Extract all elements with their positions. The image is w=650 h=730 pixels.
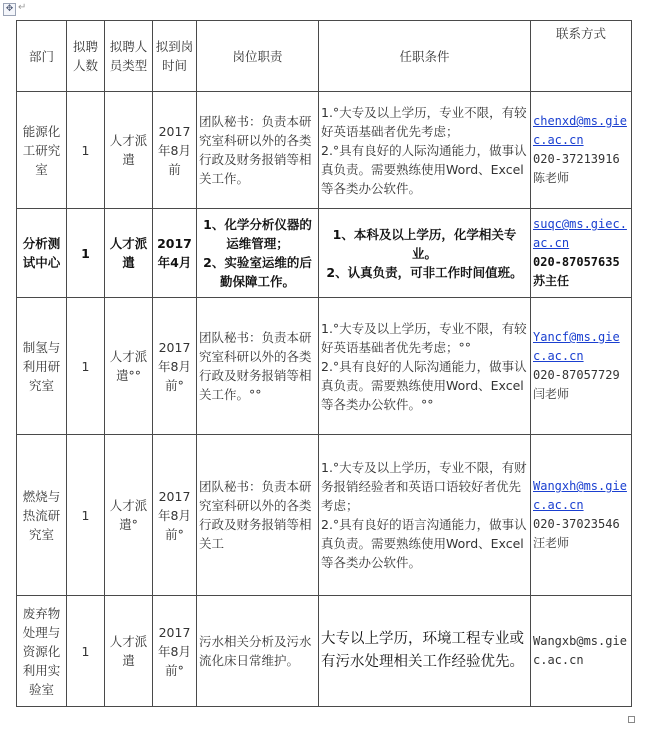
requirements-cell: 大专以上学历，环境工程专业或有污水处理相关工作经验优先。 (319, 596, 531, 707)
requirements-cell (319, 298, 531, 435)
dept-cell: 能源化工研究室 (17, 92, 67, 209)
contact-cell (531, 298, 632, 435)
header-time: 拟到岗时间 (153, 21, 197, 92)
recruitment-table (16, 20, 632, 707)
email-link[interactable]: chenxd@ms.giec.ac.cn (533, 114, 627, 147)
contact-person: 苏主任 (533, 274, 570, 288)
time-cell: 2017年4月 (153, 209, 197, 298)
table-move-handle-icon[interactable]: ✥ (3, 3, 16, 16)
email-link[interactable]: Wangxh@ms.giec.ac.cn (533, 479, 627, 512)
duty-cell: 团队秘书：负责本研究室科研以外的各类行政及财务报销等相关工作。°° (197, 298, 319, 435)
requirement-1: 1.°大专及以上学历，专业不限，有较好英语基础者优先考虑； (321, 104, 527, 139)
phone-number: 020-87057729 (533, 368, 620, 382)
table-row (17, 435, 632, 596)
header-type: 拟聘人员类型 (105, 21, 153, 92)
type-cell: 人才派遣° (105, 435, 153, 596)
time-cell: 2017年8月前° (153, 298, 197, 435)
duty-cell: 团队秘书：负责本研究室科研以外的各类行政及财务报销等相关工 (197, 435, 319, 596)
table-row (17, 596, 632, 707)
paragraph-mark-icon: ↵ (18, 2, 27, 13)
header-requirements: 任职条件 (319, 21, 531, 92)
time-cell: 2017年8月前° (153, 596, 197, 707)
phone-number: 020-37213916 (533, 152, 620, 166)
email-text: Wangxb@ms.giec.ac.cn (533, 634, 627, 667)
requirements-cell (319, 92, 531, 209)
header-count: 拟聘人数 (67, 21, 105, 92)
contact-cell (531, 596, 632, 707)
type-cell: 人才派遣 (105, 596, 153, 707)
table-row (17, 92, 632, 209)
type-cell: 人才派遣°° (105, 298, 153, 435)
requirement-2: 2.°具有良好的人际沟通能力，做事认真负责。需要熟练使用Word、Excel等各类办公软件。 (321, 142, 527, 196)
requirement-1: 1、本科及以上学历，化学相关专业。 (332, 226, 517, 261)
table-row (17, 209, 632, 298)
contact-person: 陈老师 (533, 171, 570, 185)
type-cell: 人才派遣 (105, 209, 153, 298)
requirement-2: 2、认真负责，可非工作时间值班。 (326, 264, 523, 280)
count-cell: 1 (67, 596, 105, 707)
time-cell: 2017年8月前° (153, 435, 197, 596)
phone-number: 020-87057635 (533, 255, 620, 269)
duty-2: 2、实验室运维的后勤保障工作。 (203, 255, 312, 289)
dept-cell: 废弃物处理与资源化利用实验室 (17, 596, 67, 707)
duty-cell: 污水相关分析及污水流化床日常维护。 (197, 596, 319, 707)
count-cell: 1 (67, 92, 105, 209)
time-cell: 2017年8月前 (153, 92, 197, 209)
requirements-cell (319, 435, 531, 596)
header-row (17, 21, 632, 92)
contact-cell (531, 92, 632, 209)
contact-cell (531, 435, 632, 596)
header-duty: 岗位职责 (197, 21, 319, 92)
duty-1: 1、化学分析仪器的运维管理； (203, 217, 312, 251)
header-contact: 联系方式 (531, 21, 632, 92)
requirement-1: 1.°大专及以上学历，专业不限，有财务报销经验者和英语口语较好者优先考虑； (321, 460, 527, 513)
contact-person: 汪老师 (533, 536, 570, 550)
duty-cell: 团队秘书：负责本研究室科研以外的各类行政及财务报销等相关工作。 (197, 92, 319, 209)
contact-person: 闫老师 (533, 387, 570, 401)
requirement-2: 2.°具有良好的人际沟通能力，做事认真负责。需要熟练使用Word、Excel等各类办公软件。°° (321, 358, 527, 412)
count-cell: 1 (67, 209, 105, 298)
dept-cell: 燃烧与热流研究室 (17, 435, 67, 596)
dept-cell: 分析测试中心 (17, 209, 67, 298)
type-cell: 人才派遣 (105, 92, 153, 209)
header-dept: 部门 (17, 21, 67, 92)
count-cell: 1 (67, 298, 105, 435)
count-cell: 1 (67, 435, 105, 596)
contact-cell (531, 209, 632, 298)
table-resize-handle-icon[interactable] (628, 716, 635, 723)
requirements-cell (319, 209, 531, 298)
dept-cell: 制氢与利用研究室 (17, 298, 67, 435)
requirement-1: 1.°大专及以上学历，专业不限，有较好英语基础者优先考虑；°° (321, 320, 527, 355)
duty-cell (197, 209, 319, 298)
phone-number: 020-37023546 (533, 517, 620, 531)
requirement-2: 2.°具有良好的语言沟通能力，做事认真负责。需要熟练使用Word、Excel等各类办公软件。 (321, 517, 527, 570)
email-link[interactable]: suqc@ms.giec.ac.cn (533, 217, 627, 250)
table-row (17, 298, 632, 435)
email-link[interactable]: Yancf@ms.giec.ac.cn (533, 330, 620, 363)
